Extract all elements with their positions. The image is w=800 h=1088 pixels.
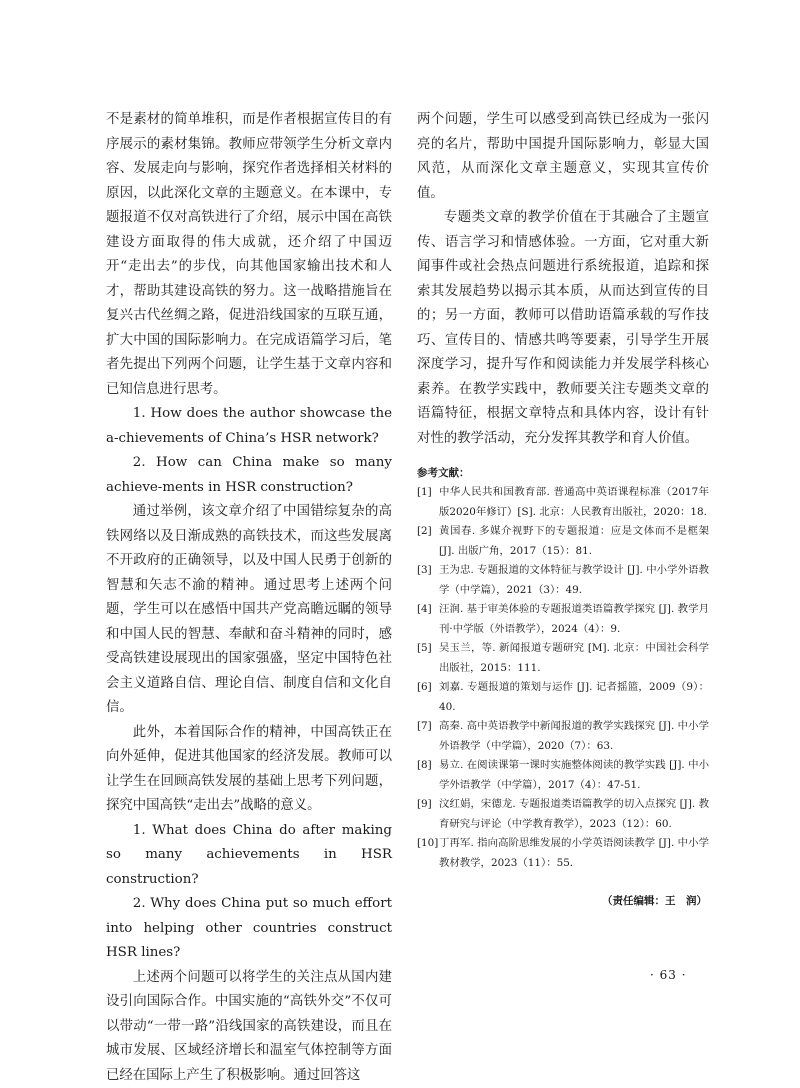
reference-number: [9] bbox=[417, 795, 432, 815]
body-paragraph: 此外，本着国际合作的精神，中国高铁正在向外延伸，促进其他国家的经济发展。教师可以让学生在回顾高铁发展的基础上思考下列问题，探究中国高铁“走出去”战略的意义。 bbox=[106, 721, 392, 819]
references-heading: 参考文献： bbox=[417, 465, 709, 480]
reference-text: 丁再军. 指向高阶思维发展的小学英语阅读教学 [J]. 中小学教材教学，2023（11）：55. bbox=[439, 837, 709, 869]
body-paragraph: 1. What does China do after making so many achievements in HSR construction? bbox=[106, 819, 392, 893]
reference-list bbox=[417, 483, 709, 873]
reference-item bbox=[417, 483, 709, 522]
reference-number: [5] bbox=[417, 639, 432, 659]
left-column bbox=[106, 108, 392, 1088]
reference-text: 汪润. 基于审美体验的专题报道类语篇教学探究 [J]. 教学月刊·中学版（外语教学），2024（4）：9. bbox=[439, 603, 709, 635]
body-paragraph: 1. How does the author showcase the a-chievements of China’s HSR network? bbox=[106, 402, 392, 451]
body-paragraph: 上述两个问题可以将学生的关注点从国内建设引向国际合作。中国实施的“高铁外交”不仅可以带动“一带一路”沿线国家的高铁建设，而且在城市发展、区域经济增长和温室气体控制等方面已经在国际上产生了积极影响。通过回答这 bbox=[106, 966, 392, 1088]
reference-text: 刘嘉. 专题报道的策划与运作 [J]. 记者摇篮，2009（9）：40. bbox=[439, 681, 709, 713]
reference-text: 吴玉兰，等. 新闻报道专题研究 [M]. 北京：中国社会科学出版社，2015：111. bbox=[439, 642, 709, 674]
reference-item bbox=[417, 639, 709, 678]
page-number: · 63 · bbox=[650, 968, 687, 982]
reference-text: 黄国春. 多媒介视野下的专题报道：应是文体而不是框架 [J]. 出版广角，2017（15）：81. bbox=[439, 525, 709, 557]
reference-number: [4] bbox=[417, 600, 432, 620]
reference-number: [3] bbox=[417, 561, 432, 581]
body-paragraph: 专题类文章的教学价值在于其融合了主题宣传、语言学习和情感体验。一方面，它对重大新闻事件或社会热点问题进行系统报道，追踪和探索其发展趋势以揭示其本质，从而达到宣传的目的；另一方面，教师可以借助语篇承载的写作技巧、宣传目的、情感共鸣等要素，引导学生开展深度学习，提升写作和阅读能力并发展学科核心素养。在教学实践中，教师要关注专题类文章的语篇特征，根据文章特点和具体内容，设计有针对性的教学活动，充分发挥其教学和育人价值。 bbox=[417, 206, 709, 451]
reference-text: 高秦. 高中英语教学中新闻报道的教学实践探究 [J]. 中小学外语教学（中学篇），2020（7）：63. bbox=[439, 720, 709, 752]
reference-text: 王为忠. 专题报道的文体特征与教学设计 [J]. 中小学外语教学（中学篇），2021（3）：49. bbox=[439, 564, 709, 596]
body-paragraph: 2. How can China make so many achieve-ments in HSR construction? bbox=[106, 451, 392, 500]
reference-item bbox=[417, 561, 709, 600]
reference-text: 中华人民共和国教育部. 普通高中英语课程标准（2017年版2020年修订）[S]. 北京：人民教育出版社，2020：18. bbox=[439, 486, 709, 518]
reference-text: 易立. 在阅读课第一课时实施整体阅读的教学实践 [J]. 中小学外语教学（中学篇），2017（4）：47-51. bbox=[439, 759, 709, 791]
right-paragraphs bbox=[417, 108, 709, 451]
body-paragraph: 2. Why does China put so much effort into helping other countries construct HSR lines? bbox=[106, 892, 392, 966]
reference-number: [7] bbox=[417, 717, 432, 737]
reference-item bbox=[417, 522, 709, 561]
reference-item bbox=[417, 678, 709, 717]
body-paragraph: 不是素材的简单堆积，而是作者根据宣传目的有序展示的素材集锦。教师应带领学生分析文章内容、发展走向与影响，探究作者选择相关材料的原因，以此深化文章的主题意义。在本课中，专题报道不仅对高铁进行了介绍，展示中国在高铁建设方面取得的伟大成就，还介绍了中国迈开“走出去”的步伐，向其他国家输出技术和人才，帮助其建设高铁的努力。这一战略措施旨在复兴古代丝绸之路，促进沿线国家的互联互通，扩大中国的国际影响力。在完成语篇学习后，笔者先提出下列两个问题，让学生基于文章内容和已知信息进行思考。 bbox=[106, 108, 392, 402]
reference-item bbox=[417, 717, 709, 756]
reference-item bbox=[417, 600, 709, 639]
editor-note: （责任编辑：王 润） bbox=[417, 893, 709, 908]
reference-number: [10] bbox=[417, 834, 438, 854]
reference-number: [2] bbox=[417, 522, 432, 542]
body-paragraph: 通过举例，该文章介绍了中国错综复杂的高铁网络以及日渐成熟的高铁技术，而这些发展离不开政府的正确领导，以及中国人民勇于创新的智慧和矢志不渝的精神。通过思考上述两个问题，学生可以在感悟中国共产党高瞻远瞩的领导和中国人民的智慧、奉献和奋斗精神的同时，感受高铁建设展现出的国家强盛，坚定中国特色社会主义道路自信、理论自信、制度自信和文化自信。 bbox=[106, 500, 392, 721]
reference-text: 汶红娟，宋德龙. 专题报道类语篇教学的切入点探究 [J]. 教育研究与评论（中学教育教学），2023（12）：60. bbox=[439, 798, 709, 830]
reference-number: [1] bbox=[417, 483, 432, 503]
body-paragraph: 两个问题，学生可以感受到高铁已经成为一张闪亮的名片，帮助中国提升国际影响力，彰显大国风范，从而深化文章主题意义，实现其宣传价值。 bbox=[417, 108, 709, 206]
reference-number: [8] bbox=[417, 756, 432, 776]
reference-item bbox=[417, 795, 709, 834]
reference-item bbox=[417, 756, 709, 795]
reference-number: [6] bbox=[417, 678, 432, 698]
reference-item bbox=[417, 834, 709, 873]
right-column bbox=[417, 108, 709, 908]
